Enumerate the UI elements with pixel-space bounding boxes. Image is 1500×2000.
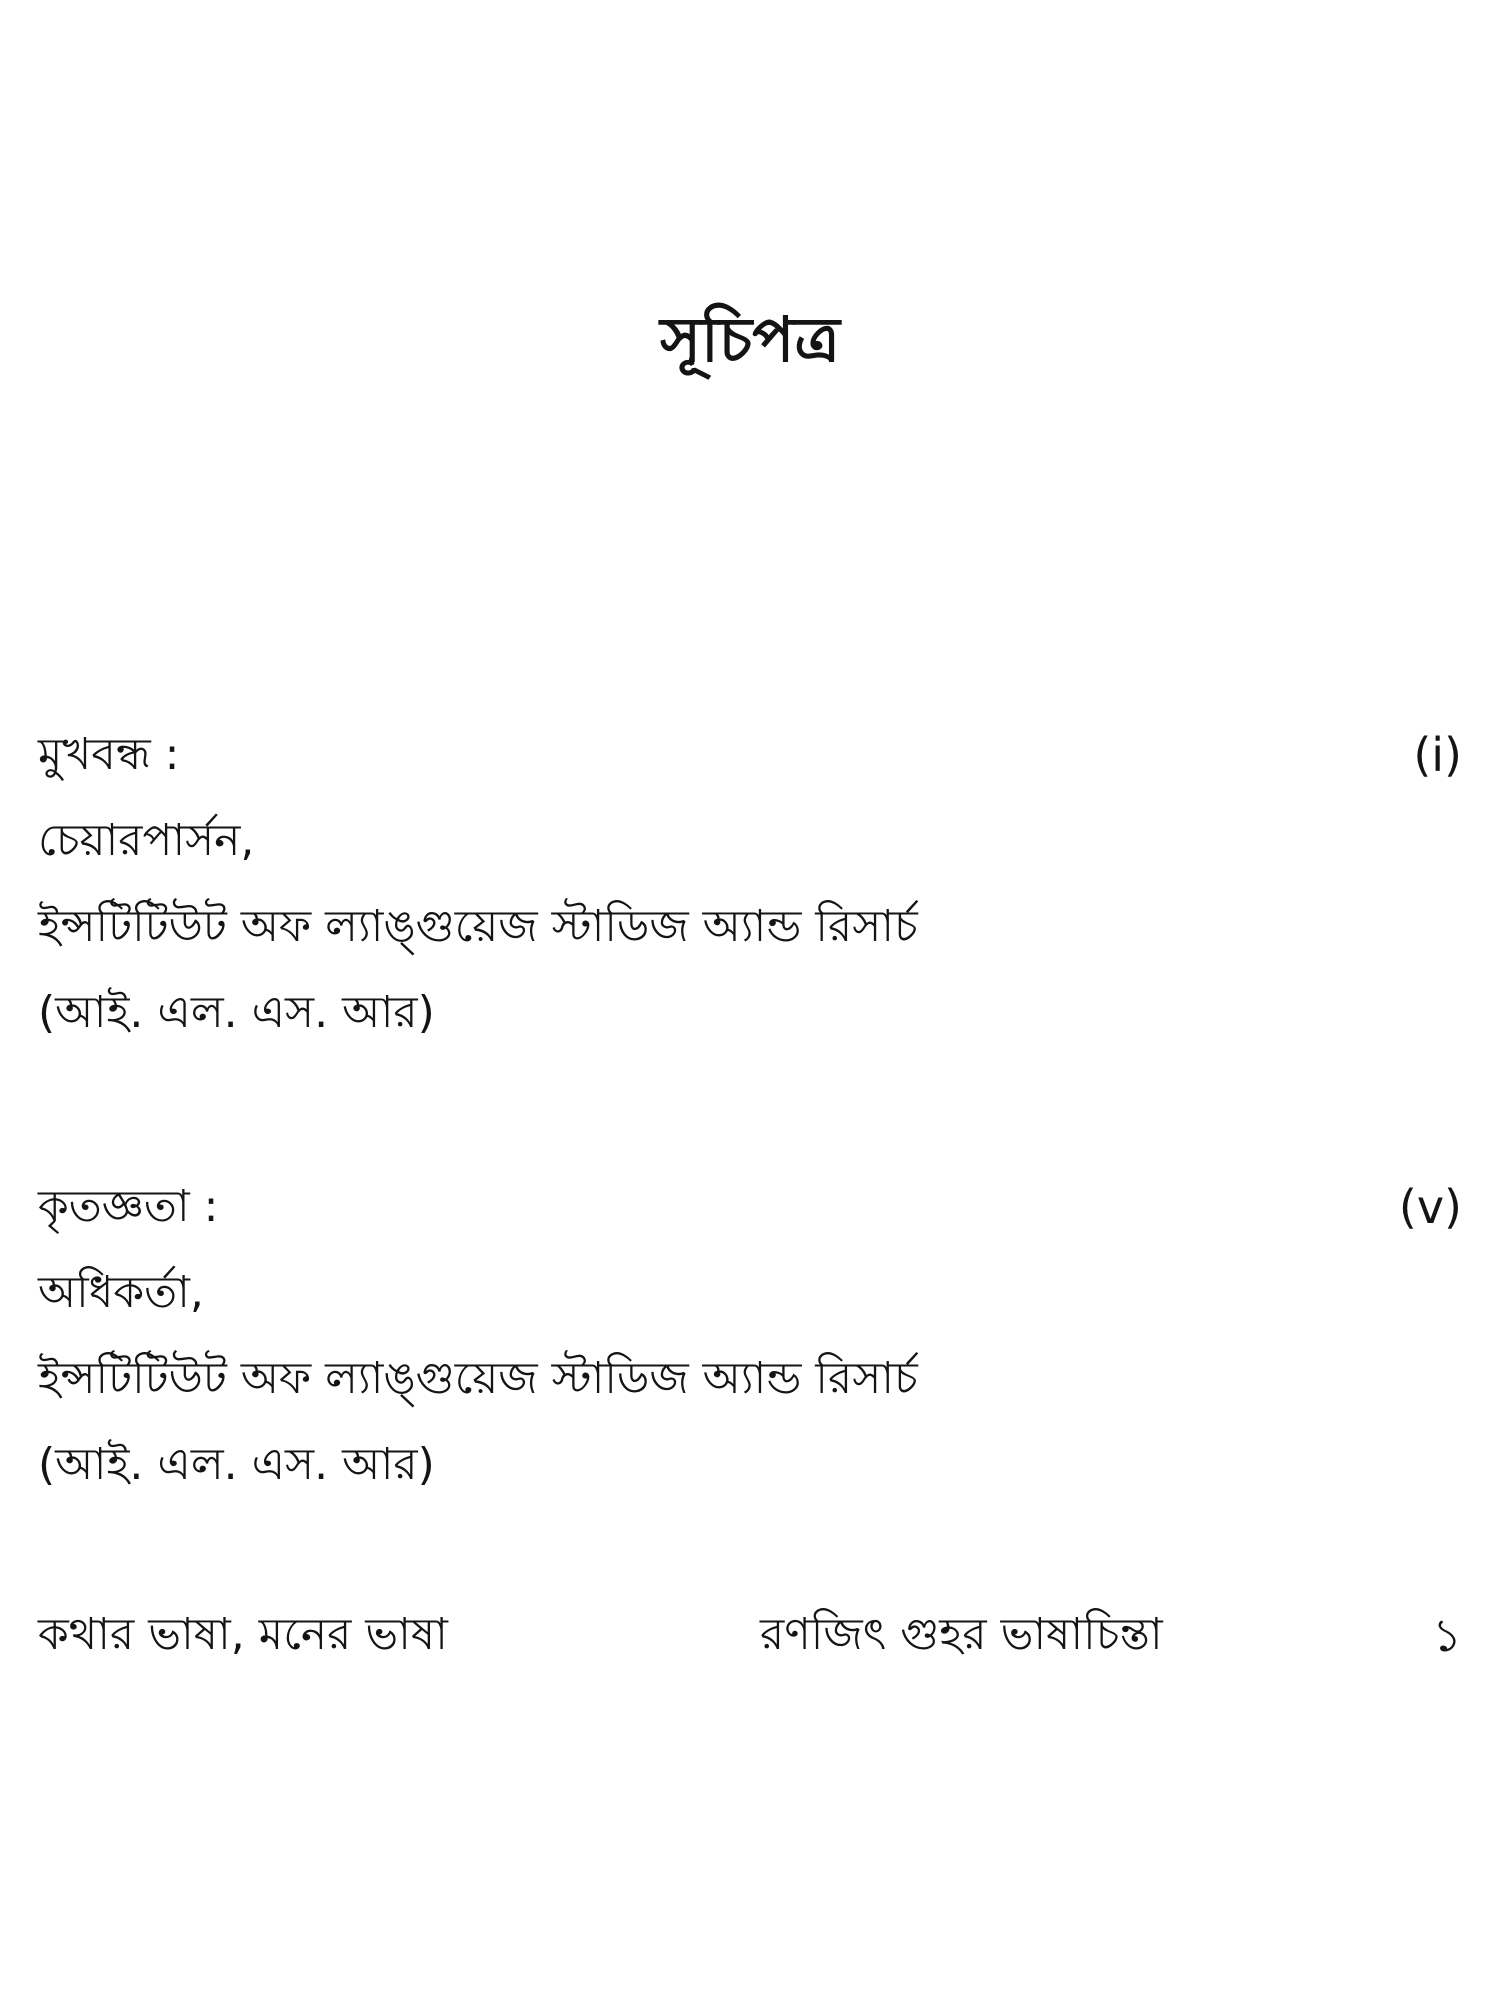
acknowledgement-line-1: অধিকর্তা, — [38, 1267, 204, 1318]
acknowledgement-line-2: ইন্সটিটিউট অফ ল্যাঙ্গুয়েজ স্টাডিজ অ্যান্ড রিসার্চ — [38, 1353, 918, 1404]
acknowledgement-page-number: (v) — [1398, 1180, 1462, 1234]
foreword-heading: মুখবন্ধ : — [38, 729, 180, 780]
foreword-line-2: ইন্সটিটিউট অফ ল্যাঙ্গুয়েজ স্টাডিজ অ্যান্ড রিসার্চ — [38, 901, 918, 952]
toc-entry-author: রণজিৎ গুহর ভাষাচিন্তা — [760, 1609, 1163, 1660]
toc-entry-page-number: ১ — [1432, 1608, 1462, 1662]
foreword-line-1: চেয়ারপার্সন, — [38, 815, 255, 866]
acknowledgement-line-3: (আই. এল. এস. আর) — [38, 1439, 435, 1490]
foreword-line-3: (আই. এল. এস. আর) — [38, 987, 435, 1038]
page-title: সূচিপত্র — [660, 303, 840, 376]
toc-entry-title: কথার ভাষা, মনের ভাষা — [38, 1609, 448, 1660]
acknowledgement-heading: কৃতজ্ঞতা : — [38, 1181, 219, 1232]
foreword-page-number: (i) — [1413, 728, 1462, 782]
